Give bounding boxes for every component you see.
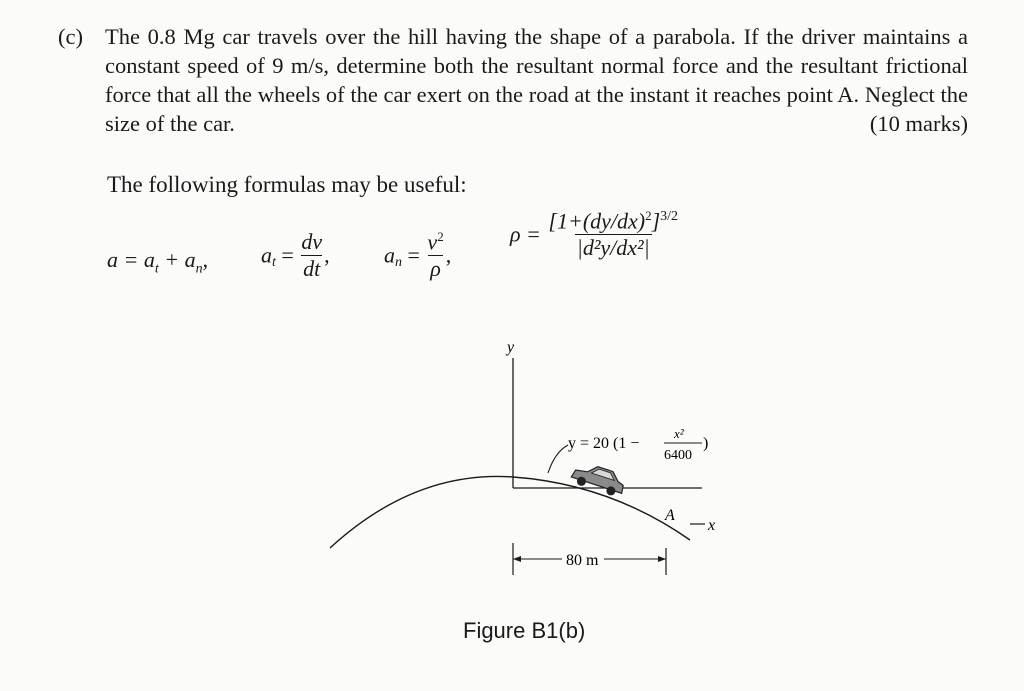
point-a-label: A: [665, 507, 675, 524]
x-axis-label: x: [708, 517, 716, 534]
y-axis-label: y: [507, 339, 515, 356]
curve-equation-suffix: ): [703, 435, 709, 452]
car-icon: [570, 460, 628, 499]
marks-label: (10 marks): [869, 111, 968, 136]
curve-equation-num: x²: [674, 426, 684, 441]
curve-equation-den: 6400: [664, 448, 692, 463]
formulas-intro: The following formulas may be useful:: [107, 172, 467, 197]
problem-text: The 0.8 Mg car travels over the hill having the shape of a parabola. If the driver maintains a constant speed of 9 m/s, determine both the resultant normal force and the resultant frictional force that all the wheels of the car exert on the road at the instant it reaches point A. Neglect the size of the car.: [105, 24, 968, 136]
problem-statement: [58, 22, 968, 138]
formula-tangential-acceleration: $a_t$ = $\frac{dv}{dt}$ ,: [261, 229, 330, 281]
formula-radius-of-curvature: ρ = $\frac{[1+(dy/dx)^2]^{3/2}}{\text{|d²y/dx²|}}$: [510, 208, 679, 261]
formula-normal-acceleration: $a_n$ = $\frac{v^2}{\rho}$ ,: [384, 229, 452, 282]
figure-caption: Figure B1(b): [463, 618, 586, 643]
curve-equation-prefix: y = 20 (1 −: [568, 435, 640, 452]
parabola-curve: [330, 476, 690, 548]
formula-acceleration-sum: $a = a_t + a_n$,: [107, 247, 209, 277]
equation-leader: [548, 445, 568, 473]
problem-label: (c): [58, 24, 83, 49]
dimension-label: 80 m: [566, 552, 599, 569]
